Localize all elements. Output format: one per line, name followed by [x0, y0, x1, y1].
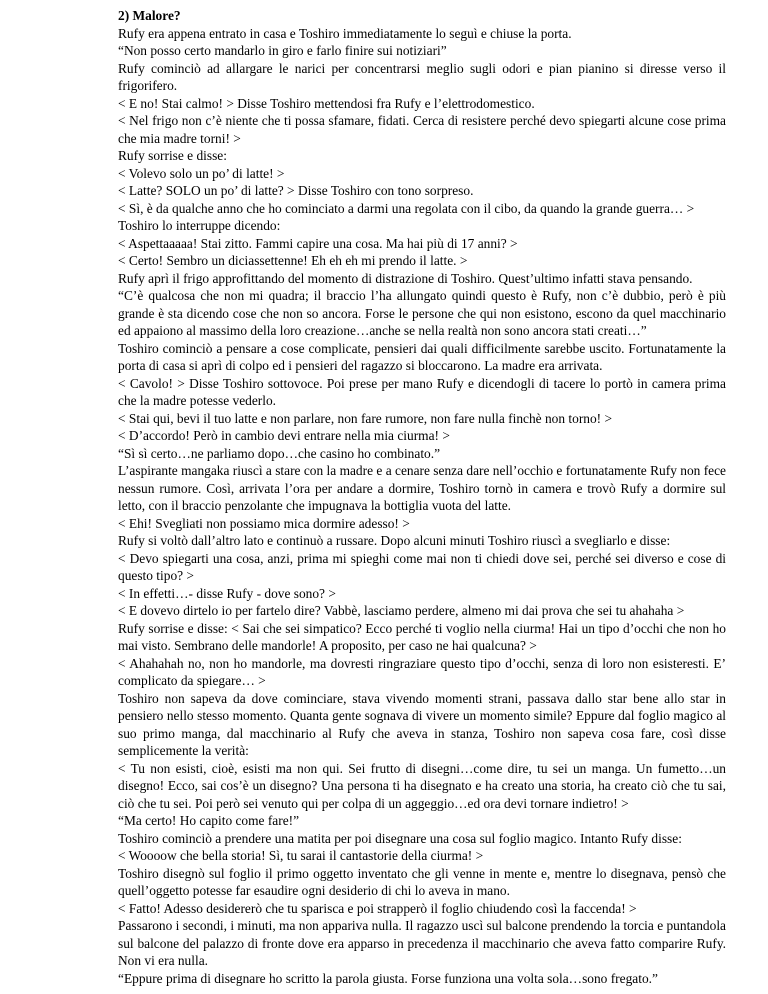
paragraph: < Sì, è da qualche anno che ho cominciato a darmi una regolata con il cibo, da quando la grande guerra… >	[118, 200, 695, 216]
chapter-title: 2) Malore?	[118, 8, 181, 23]
paragraph: < Woooow che bella storia! Sì, tu sarai il cantastorie della ciurma! >	[118, 848, 484, 863]
paragraph: < Cavolo! > Disse Toshiro sottovoce. Poi prese per mano Rufy e dicendogli di tacere lo portò in camera prima che la madre potesse vederlo.	[118, 375, 726, 408]
paragraph: Toshiro cominciò a prendere una matita per poi disegnare una cosa sul foglio magico. Intanto Rufy disse:	[118, 830, 682, 846]
paragraph: < Fatto! Adesso desidererò che tu sparisca e poi strapperò il foglio chiudendo così la faccenda! >	[118, 900, 637, 916]
body-text	[118, 25, 726, 988]
paragraph: < Devo spiegarti una cosa, anzi, prima mi spieghi come mai non ti chiedi dove sei, perché sei diverso e cose di questo tipo? >	[118, 550, 726, 583]
paragraph: “Sì sì certo…ne parliamo dopo…che casino ho combinato.”	[118, 445, 441, 461]
paragraph: Rufy sorrise e disse: < Sai che sei simpatico? Ecco perché ti voglio nella ciurma! Hai un tipo d’occhi che non ho mai visto. Sembrano delle mandorle! A proposito, per caso ne hai qualcuna? >	[118, 620, 726, 653]
paragraph: < Latte? SOLO un po’ di latte? > Disse Toshiro con tono sorpreso.	[118, 183, 474, 198]
paragraph: Rufy sorrise e disse:	[118, 148, 227, 163]
paragraph: “Ma certo! Ho capito come fare!”	[118, 813, 300, 828]
paragraph: “Eppure prima di disegnare ho scritto la parola giusta. Forse funziona una volta sola…sono fregato.”	[118, 970, 658, 986]
paragraph: Toshiro lo interruppe dicendo:	[118, 218, 281, 233]
paragraph: < E no! Stai calmo! > Disse Toshiro mettendosi fra Rufy e l’elettrodomestico.	[118, 95, 535, 111]
paragraph: Rufy aprì il frigo approfittando del momento di distrazione di Toshiro. Quest’ultimo infatti stava pensando.	[118, 270, 693, 286]
paragraph: < Ehi! Svegliati non possiamo mica dormire adesso! >	[118, 515, 410, 531]
paragraph: < Volevo solo un po’ di latte! >	[118, 165, 285, 181]
paragraph: “Non posso certo mandarlo in giro e farlo finire sui notiziari”	[118, 43, 447, 58]
paragraph: Rufy si voltò dall’altro lato e continuò a russare. Dopo alcuni minuti Toshiro riuscì a svegliarlo e disse:	[118, 533, 671, 548]
paragraph: Toshiro non sapeva da dove cominciare, stava vivendo momenti strani, passava dallo star bene allo star in pensiero nello stesso momento. Quanta gente sognava di vivere un momento simile? Eppure dal foglio magico al suo primo manga, dal macchinario al Rufy che aveva in stanza, Toshiro non sapeva cosa fare, così disse semplicemente la verità:	[118, 690, 726, 758]
paragraph: Passarono i secondi, i minuti, ma non appariva nulla. Il ragazzo uscì sul balcone prendendo la torcia e puntandola sul balcone del palazzo di fronte dove era apparso in precedenza il macchinario che aveva fatto comparire Rufy. Non vi era nulla.	[118, 918, 726, 968]
paragraph: < Nel frigo non c’è niente che ti possa sfamare, fidati. Cerca di resistere perché devo spiegarti alcune cose prima che mia madre torni! >	[118, 113, 726, 146]
paragraph: < Aspettaaaaa! Stai zitto. Fammi capire una cosa. Ma hai più di 17 anni? >	[118, 235, 518, 251]
paragraph: < In effetti…- disse Rufy - dove sono? >	[118, 585, 336, 601]
paragraph: < D’accordo! Però in cambio devi entrare nella mia ciurma! >	[118, 428, 450, 443]
paragraph: L’aspirante mangaka riuscì a stare con la madre e a cenare senza dare nell’occhio e fortunatamente Rufy non fece nessun rumore. Così, arrivata l’ora per andare a dormire, Toshiro tornò in camera e trovò Rufy a dormire sul letto, con il braccio penzolante che impugnava la bottiglia vuota del latte.	[118, 463, 726, 513]
paragraph: < Ahahahah no, non ho mandorle, ma dovresti ringraziare questo tipo d’occhi, senza di loro non esisteresti. E’ complicato da spiegare… >	[118, 655, 726, 688]
paragraph: < Tu non esisti, cioè, esisti ma non qui. Sei frutto di disegni…come dire, tu sei un manga. Un fumetto…un disegno! Ecco, sai cos’è un disegno? Una persona ti ha disegnato e ha creato una storia, ha creato ciò che tu sai, ciò che tu sei. Poi però sei venuto qui per colpa di un aggeggio…ed ora devi tornare indietro! >	[118, 760, 726, 811]
paragraph: Rufy cominciò ad allargare le narici per concentrarsi meglio sugli odori e pian pianino si diresse verso il frigorifero.	[118, 60, 726, 93]
paragraph: Toshiro disegnò sul foglio il primo oggetto inventato che gli venne in mente e, mentre lo disegnava, pensò che quell’oggetto potesse far esaudire ogni desiderio di chi lo aveva in mano.	[118, 865, 726, 898]
paragraph: “C’è qualcosa che non mi quadra; il braccio l’ha allungato quindi questo è Rufy, non c’è dubbio, però è più grande è sta dicendo cose che non so ancora. Forse le persone che qui non esistono, escono da quel macchinario ed appaiono al massimo della loro creazione…anche se nella realtà non sono ancora stati creati…”	[118, 288, 726, 338]
paragraph: < Stai qui, bevi il tuo latte e non parlare, non fare rumore, non fare nulla finchè non torno! >	[118, 410, 613, 426]
paragraph: Toshiro cominciò a pensare a cose complicate, pensieri dai quali difficilmente sarebbe uscito. Fortunatamente la porta di casa si aprì di colpo ed i pensieri del ragazzo si bloccarono. La madre era arrivata.	[118, 340, 726, 373]
paragraph: < Certo! Sembro un diciassettenne! Eh eh eh mi prendo il latte. >	[118, 253, 468, 268]
paragraph: Rufy era appena entrato in casa e Toshiro immediatamente lo seguì e chiuse la porta.	[118, 25, 572, 41]
paragraph: < E dovevo dirtelo io per fartelo dire? Vabbè, lasciamo perdere, almeno mi dai prova che sei tu ahahaha >	[118, 603, 685, 618]
